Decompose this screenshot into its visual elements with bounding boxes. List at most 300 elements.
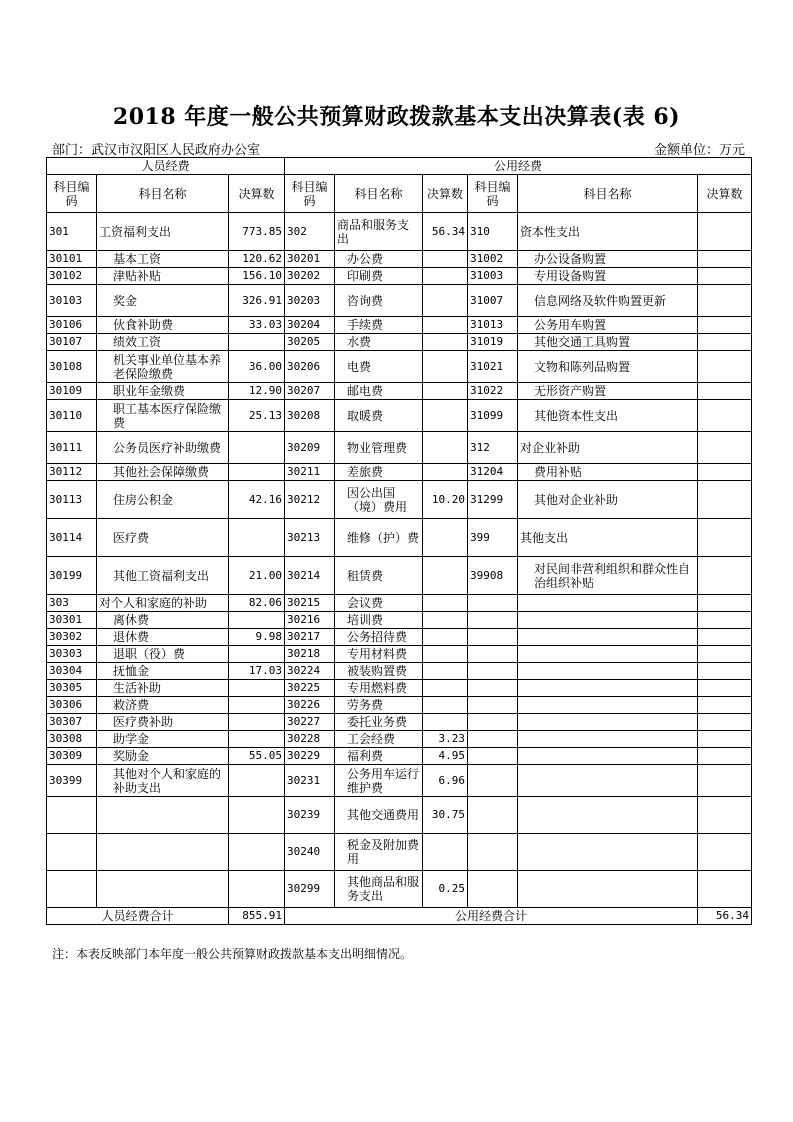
public-name-cell: 福利费	[335, 748, 423, 765]
public-code-cell: 30208	[285, 400, 335, 432]
page-title: 2018 年度一般公共预算财政拨款基本支出决算表(表 6)	[112, 104, 681, 130]
table-row	[47, 334, 752, 351]
capital-code-cell: 31021	[468, 351, 518, 383]
capital-code-cell	[468, 595, 518, 612]
personnel-code-cell: 30303	[47, 646, 97, 663]
public-amount-cell	[423, 383, 468, 400]
personnel-name-cell: 职业年金缴费	[97, 383, 229, 400]
personnel-amount-cell: 773.85	[229, 213, 285, 251]
personnel-name-cell: 机关事业单位基本养老保险缴费	[97, 351, 229, 383]
personnel-name-cell	[97, 871, 229, 908]
capital-name-cell: 对民间非营利组织和群众性自治组织补贴	[518, 557, 698, 595]
personnel-code-cell: 30103	[47, 285, 97, 317]
table-row	[47, 595, 752, 612]
capital-code-cell: 31003	[468, 268, 518, 285]
personnel-code-cell: 30102	[47, 268, 97, 285]
public-name-cell: 商品和服务支出	[335, 213, 423, 251]
public-name-cell: 电费	[335, 351, 423, 383]
table-row	[47, 464, 752, 481]
personnel-code-cell: 30111	[47, 432, 97, 464]
public-code-cell: 30209	[285, 432, 335, 464]
capital-amount-cell	[698, 251, 752, 268]
table-row	[47, 680, 752, 697]
table-row	[47, 519, 752, 557]
table-row	[47, 697, 752, 714]
public-name-cell: 公务用车运行维护费	[335, 765, 423, 797]
personnel-name-cell: 住房公积金	[97, 481, 229, 519]
public-code-cell: 30227	[285, 714, 335, 731]
personnel-amount-cell: 42.16	[229, 481, 285, 519]
capital-amount-cell	[698, 464, 752, 481]
expenditure-table	[46, 157, 752, 925]
capital-name-cell: 无形资产购置	[518, 383, 698, 400]
public-code-cell: 30204	[285, 317, 335, 334]
capital-name-cell	[518, 646, 698, 663]
personnel-name-cell: 对个人和家庭的补助	[97, 595, 229, 612]
public-amount-cell	[423, 400, 468, 432]
personnel-code-cell: 30199	[47, 557, 97, 595]
column-header-amount: 决算数	[229, 175, 285, 213]
capital-amount-cell	[698, 663, 752, 680]
public-name-cell: 水费	[335, 334, 423, 351]
personnel-name-cell: 医疗费	[97, 519, 229, 557]
public-code-cell: 30214	[285, 557, 335, 595]
public-name-cell: 劳务费	[335, 697, 423, 714]
capital-code-cell	[468, 714, 518, 731]
column-header-code: 科目编码	[468, 175, 518, 213]
personnel-code-cell: 30101	[47, 251, 97, 268]
capital-amount-cell	[698, 765, 752, 797]
public-name-cell: 维修（护）费	[335, 519, 423, 557]
personnel-amount-cell: 9.98	[229, 629, 285, 646]
public-amount-cell: 56.34	[423, 213, 468, 251]
table-row	[47, 317, 752, 334]
personnel-code-cell: 301	[47, 213, 97, 251]
public-name-cell: 邮电费	[335, 383, 423, 400]
public-code-cell: 30205	[285, 334, 335, 351]
capital-code-cell: 31204	[468, 464, 518, 481]
public-name-cell: 其他交通费用	[335, 797, 423, 834]
personnel-amount-cell: 21.00	[229, 557, 285, 595]
capital-amount-cell	[698, 697, 752, 714]
public-code-cell: 30226	[285, 697, 335, 714]
public-name-cell: 工会经费	[335, 731, 423, 748]
public-code-cell: 30206	[285, 351, 335, 383]
capital-name-cell	[518, 595, 698, 612]
totals-row	[47, 908, 752, 925]
personnel-code-cell: 30109	[47, 383, 97, 400]
column-header-name: 科目名称	[97, 175, 229, 213]
personnel-name-cell: 生活补助	[97, 680, 229, 697]
department-label: 部门：武汉市汉阳区人民政府办公室	[52, 143, 261, 158]
table-row	[47, 351, 752, 383]
public-code-cell: 30218	[285, 646, 335, 663]
personnel-name-cell: 工资福利支出	[97, 213, 229, 251]
public-amount-cell: 6.96	[423, 765, 468, 797]
capital-name-cell: 其他交通工具购置	[518, 334, 698, 351]
capital-name-cell	[518, 663, 698, 680]
public-code-cell: 30299	[285, 871, 335, 908]
capital-code-cell	[468, 797, 518, 834]
public-name-cell: 租赁费	[335, 557, 423, 595]
public-total-value: 56.34	[698, 908, 752, 925]
personnel-amount-cell	[229, 519, 285, 557]
public-name-cell: 公务招待费	[335, 629, 423, 646]
personnel-name-cell: 绩效工资	[97, 334, 229, 351]
capital-amount-cell	[698, 595, 752, 612]
group-header-personnel: 人员经费	[47, 158, 285, 175]
capital-name-cell: 专用设备购置	[518, 268, 698, 285]
capital-amount-cell	[698, 213, 752, 251]
capital-amount-cell	[698, 400, 752, 432]
public-code-cell: 30213	[285, 519, 335, 557]
table-row	[47, 557, 752, 595]
public-code-cell: 30225	[285, 680, 335, 697]
group-header-public: 公用经费	[285, 158, 752, 175]
capital-name-cell	[518, 748, 698, 765]
capital-code-cell: 312	[468, 432, 518, 464]
public-code-cell: 30228	[285, 731, 335, 748]
capital-name-cell: 其他对企业补助	[518, 481, 698, 519]
public-amount-cell: 30.75	[423, 797, 468, 834]
capital-code-cell: 31022	[468, 383, 518, 400]
capital-name-cell	[518, 765, 698, 797]
capital-amount-cell	[698, 748, 752, 765]
capital-name-cell: 其他资本性支出	[518, 400, 698, 432]
capital-name-cell: 其他支出	[518, 519, 698, 557]
personnel-code-cell: 30399	[47, 765, 97, 797]
personnel-amount-cell: 120.62	[229, 251, 285, 268]
personnel-code-cell: 30106	[47, 317, 97, 334]
public-code-cell: 30207	[285, 383, 335, 400]
capital-code-cell	[468, 871, 518, 908]
personnel-amount-cell: 17.03	[229, 663, 285, 680]
table-row	[47, 834, 752, 871]
personnel-code-cell: 30114	[47, 519, 97, 557]
personnel-name-cell: 医疗费补助	[97, 714, 229, 731]
table-row	[47, 797, 752, 834]
personnel-amount-cell: 33.03	[229, 317, 285, 334]
personnel-amount-cell	[229, 646, 285, 663]
personnel-amount-cell	[229, 697, 285, 714]
public-code-cell: 30201	[285, 251, 335, 268]
personnel-amount-cell: 82.06	[229, 595, 285, 612]
personnel-name-cell	[97, 834, 229, 871]
column-header-code: 科目编码	[285, 175, 335, 213]
table-row	[47, 400, 752, 432]
public-amount-cell	[423, 714, 468, 731]
capital-code-cell: 31013	[468, 317, 518, 334]
personnel-amount-cell: 156.10	[229, 268, 285, 285]
personnel-name-cell: 其他工资福利支出	[97, 557, 229, 595]
personnel-name-cell: 奖励金	[97, 748, 229, 765]
public-name-cell: 印刷费	[335, 268, 423, 285]
table-row	[47, 871, 752, 908]
capital-code-cell	[468, 646, 518, 663]
personnel-code-cell	[47, 797, 97, 834]
capital-code-cell: 31019	[468, 334, 518, 351]
personnel-name-cell	[97, 797, 229, 834]
personnel-amount-cell	[229, 731, 285, 748]
capital-name-cell	[518, 629, 698, 646]
public-name-cell: 手续费	[335, 317, 423, 334]
public-amount-cell: 4.95	[423, 748, 468, 765]
public-code-cell: 30231	[285, 765, 335, 797]
footnote: 注：本表反映部门本年度一般公共预算财政拨款基本支出明细情况。	[52, 947, 413, 961]
capital-name-cell	[518, 714, 698, 731]
personnel-name-cell: 津贴补贴	[97, 268, 229, 285]
personnel-amount-cell	[229, 834, 285, 871]
public-amount-cell	[423, 834, 468, 871]
personnel-total-value: 855.91	[229, 908, 285, 925]
capital-amount-cell	[698, 557, 752, 595]
public-amount-cell	[423, 663, 468, 680]
personnel-code-cell: 30305	[47, 680, 97, 697]
capital-amount-cell	[698, 646, 752, 663]
personnel-amount-cell: 12.90	[229, 383, 285, 400]
personnel-name-cell: 离休费	[97, 612, 229, 629]
public-name-cell: 取暖费	[335, 400, 423, 432]
table-row	[47, 285, 752, 317]
table-row	[47, 268, 752, 285]
capital-amount-cell	[698, 834, 752, 871]
table-row	[47, 663, 752, 680]
public-code-cell: 302	[285, 213, 335, 251]
table-row	[47, 765, 752, 797]
column-header-amount: 决算数	[698, 175, 752, 213]
public-code-cell: 30215	[285, 595, 335, 612]
public-code-cell: 30216	[285, 612, 335, 629]
public-code-cell: 30224	[285, 663, 335, 680]
table-row	[47, 383, 752, 400]
capital-code-cell	[468, 765, 518, 797]
personnel-total-label: 人员经费合计	[47, 908, 229, 925]
capital-name-cell: 费用补贴	[518, 464, 698, 481]
capital-code-cell	[468, 748, 518, 765]
capital-amount-cell	[698, 432, 752, 464]
table-row	[47, 213, 752, 251]
public-code-cell: 30203	[285, 285, 335, 317]
capital-code-cell	[468, 612, 518, 629]
personnel-name-cell: 退休费	[97, 629, 229, 646]
public-amount-cell	[423, 317, 468, 334]
capital-amount-cell	[698, 871, 752, 908]
public-name-cell: 委托业务费	[335, 714, 423, 731]
public-name-cell: 被装购置费	[335, 663, 423, 680]
public-name-cell: 专用燃料费	[335, 680, 423, 697]
capital-amount-cell	[698, 268, 752, 285]
personnel-amount-cell	[229, 765, 285, 797]
capital-name-cell	[518, 797, 698, 834]
capital-code-cell	[468, 697, 518, 714]
capital-code-cell: 39908	[468, 557, 518, 595]
capital-amount-cell	[698, 383, 752, 400]
capital-amount-cell	[698, 317, 752, 334]
personnel-code-cell: 30112	[47, 464, 97, 481]
personnel-name-cell: 助学金	[97, 731, 229, 748]
capital-amount-cell	[698, 731, 752, 748]
table-row	[47, 714, 752, 731]
public-code-cell: 30212	[285, 481, 335, 519]
public-amount-cell: 0.25	[423, 871, 468, 908]
personnel-name-cell: 奖金	[97, 285, 229, 317]
public-amount-cell	[423, 629, 468, 646]
personnel-code-cell: 30302	[47, 629, 97, 646]
capital-code-cell	[468, 629, 518, 646]
public-name-cell: 培训费	[335, 612, 423, 629]
public-amount-cell	[423, 334, 468, 351]
capital-amount-cell	[698, 351, 752, 383]
table-row	[47, 432, 752, 464]
public-code-cell: 30217	[285, 629, 335, 646]
table-row	[47, 481, 752, 519]
personnel-amount-cell	[229, 432, 285, 464]
public-name-cell: 咨询费	[335, 285, 423, 317]
capital-code-cell: 31299	[468, 481, 518, 519]
public-amount-cell	[423, 285, 468, 317]
public-code-cell: 30211	[285, 464, 335, 481]
capital-name-cell	[518, 834, 698, 871]
public-code-cell: 30202	[285, 268, 335, 285]
personnel-code-cell: 30307	[47, 714, 97, 731]
public-amount-cell	[423, 557, 468, 595]
capital-amount-cell	[698, 519, 752, 557]
public-amount-cell	[423, 697, 468, 714]
public-name-cell: 办公费	[335, 251, 423, 268]
capital-amount-cell	[698, 680, 752, 697]
public-amount-cell: 10.20	[423, 481, 468, 519]
public-amount-cell: 3.23	[423, 731, 468, 748]
public-code-cell: 30229	[285, 748, 335, 765]
table-row	[47, 646, 752, 663]
personnel-code-cell: 30304	[47, 663, 97, 680]
public-amount-cell	[423, 464, 468, 481]
table-row	[47, 629, 752, 646]
personnel-code-cell: 30306	[47, 697, 97, 714]
capital-name-cell	[518, 731, 698, 748]
capital-name-cell: 资本性支出	[518, 213, 698, 251]
capital-code-cell: 31099	[468, 400, 518, 432]
personnel-amount-cell: 55.05	[229, 748, 285, 765]
column-header-name: 科目名称	[335, 175, 423, 213]
public-code-cell: 30239	[285, 797, 335, 834]
capital-name-cell	[518, 871, 698, 908]
column-header-code: 科目编码	[47, 175, 97, 213]
public-amount-cell	[423, 595, 468, 612]
personnel-name-cell: 退职（役）费	[97, 646, 229, 663]
personnel-name-cell: 职工基本医疗保险缴费	[97, 400, 229, 432]
public-name-cell: 其他商品和服务支出	[335, 871, 423, 908]
personnel-name-cell: 伙食补助费	[97, 317, 229, 334]
capital-code-cell: 31002	[468, 251, 518, 268]
capital-name-cell: 对企业补助	[518, 432, 698, 464]
public-amount-cell	[423, 519, 468, 557]
public-name-cell: 因公出国（境）费用	[335, 481, 423, 519]
personnel-code-cell: 303	[47, 595, 97, 612]
table-row	[47, 731, 752, 748]
public-name-cell: 物业管理费	[335, 432, 423, 464]
personnel-code-cell: 30301	[47, 612, 97, 629]
capital-code-cell	[468, 663, 518, 680]
capital-amount-cell	[698, 285, 752, 317]
table-row	[47, 251, 752, 268]
capital-amount-cell	[698, 481, 752, 519]
personnel-amount-cell	[229, 797, 285, 834]
public-amount-cell	[423, 251, 468, 268]
capital-amount-cell	[698, 797, 752, 834]
capital-name-cell: 办公设备购置	[518, 251, 698, 268]
capital-name-cell	[518, 680, 698, 697]
personnel-amount-cell	[229, 714, 285, 731]
personnel-name-cell: 其他社会保障缴费	[97, 464, 229, 481]
personnel-amount-cell	[229, 680, 285, 697]
capital-amount-cell	[698, 714, 752, 731]
personnel-code-cell: 30308	[47, 731, 97, 748]
personnel-amount-cell	[229, 612, 285, 629]
unit-label: 金额单位：万元	[653, 143, 745, 158]
personnel-code-cell	[47, 871, 97, 908]
public-code-cell: 30240	[285, 834, 335, 871]
public-name-cell: 会议费	[335, 595, 423, 612]
capital-name-cell: 信息网络及软件购置更新	[518, 285, 698, 317]
personnel-name-cell: 基本工资	[97, 251, 229, 268]
personnel-code-cell: 30113	[47, 481, 97, 519]
capital-code-cell	[468, 731, 518, 748]
public-amount-cell	[423, 268, 468, 285]
personnel-name-cell: 救济费	[97, 697, 229, 714]
capital-amount-cell	[698, 629, 752, 646]
personnel-amount-cell	[229, 464, 285, 481]
public-total-label: 公用经费合计	[285, 908, 698, 925]
personnel-name-cell: 公务员医疗补助缴费	[97, 432, 229, 464]
capital-name-cell: 公务用车购置	[518, 317, 698, 334]
capital-amount-cell	[698, 612, 752, 629]
public-amount-cell	[423, 432, 468, 464]
capital-name-cell	[518, 697, 698, 714]
public-name-cell: 差旅费	[335, 464, 423, 481]
personnel-code-cell: 30110	[47, 400, 97, 432]
personnel-code-cell	[47, 834, 97, 871]
personnel-amount-cell	[229, 334, 285, 351]
capital-amount-cell	[698, 334, 752, 351]
capital-code-cell	[468, 834, 518, 871]
personnel-code-cell: 30309	[47, 748, 97, 765]
public-amount-cell	[423, 351, 468, 383]
public-name-cell: 税金及附加费用	[335, 834, 423, 871]
capital-code-cell	[468, 680, 518, 697]
personnel-amount-cell	[229, 871, 285, 908]
table-row	[47, 748, 752, 765]
column-header-amount: 决算数	[423, 175, 468, 213]
personnel-code-cell: 30108	[47, 351, 97, 383]
table-row	[47, 612, 752, 629]
capital-name-cell	[518, 612, 698, 629]
personnel-name-cell: 抚恤金	[97, 663, 229, 680]
personnel-amount-cell: 326.91	[229, 285, 285, 317]
personnel-amount-cell: 25.13	[229, 400, 285, 432]
personnel-amount-cell: 36.00	[229, 351, 285, 383]
personnel-name-cell: 其他对个人和家庭的补助支出	[97, 765, 229, 797]
personnel-code-cell: 30107	[47, 334, 97, 351]
public-amount-cell	[423, 680, 468, 697]
column-header-name: 科目名称	[518, 175, 698, 213]
public-name-cell: 专用材料费	[335, 646, 423, 663]
capital-code-cell: 310	[468, 213, 518, 251]
capital-code-cell: 31007	[468, 285, 518, 317]
capital-code-cell: 399	[468, 519, 518, 557]
public-amount-cell	[423, 646, 468, 663]
public-amount-cell	[423, 612, 468, 629]
